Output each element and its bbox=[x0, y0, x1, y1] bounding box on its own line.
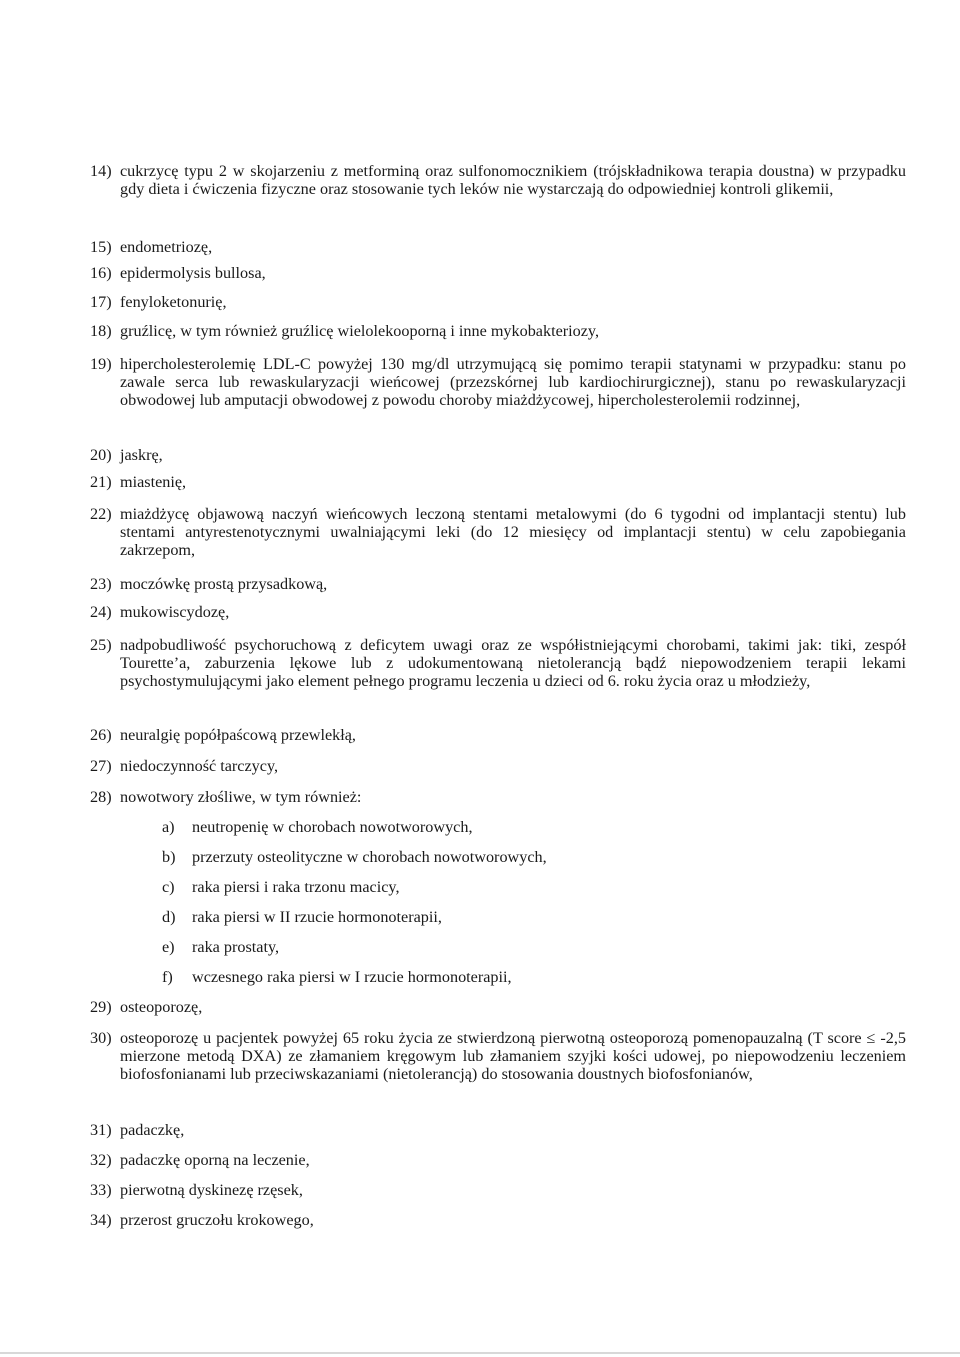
item-number: 15) bbox=[90, 238, 112, 256]
sub-item-text: raka prostaty, bbox=[192, 938, 280, 956]
sub-item-text: raka piersi w II rzucie hormonoterapii, bbox=[192, 908, 442, 926]
item-number: 34) bbox=[90, 1211, 112, 1229]
list-item-30 bbox=[90, 1029, 906, 1083]
list-item-17 bbox=[90, 293, 906, 311]
list-item-27 bbox=[90, 757, 906, 775]
item-text: osteoporozę u pacjentek powyżej 65 roku życia ze stwierdzoną pierwotną osteoporozą pomenopauzalną (T score ≤ -2,5 mierzone metodą DXA) ze złamaniem kręgowym lub złamaniem szyjki kości udowej, po niepowodzeniu leczeniem biofosfonianami lub przeciwskazaniami (nietolerancją) do stosowania doustnych biofosfonianów, bbox=[120, 1029, 906, 1083]
list-item-23 bbox=[90, 575, 906, 593]
item-text: fenyloketonurię, bbox=[120, 293, 227, 311]
item-text: moczówkę prostą przysadkową, bbox=[120, 575, 328, 593]
list-item-15 bbox=[90, 238, 906, 256]
item-text: endometriozę, bbox=[120, 238, 213, 256]
list-item-16 bbox=[90, 264, 906, 282]
list-item-33 bbox=[90, 1181, 906, 1199]
sub-item-f bbox=[162, 968, 512, 986]
sub-item-text: wczesnego raka piersi w I rzucie hormonoterapii, bbox=[192, 968, 512, 986]
list-item-26 bbox=[90, 726, 906, 744]
item-text: hipercholesterolemię LDL-C powyżej 130 mg/dl utrzymującą się pomimo terapii statynami w przypadku: stanu po zawale serca lub rewaskularyzacji wieńcowej (przezskórnej lub kardiochirurgicznej), stanu po rewaskularyzacji obwodowej lub amputacji obwodowej z powodu choroby miażdżycowej, hipercholesterolemii rodzinnej, bbox=[120, 355, 906, 409]
list-item-20 bbox=[90, 446, 906, 464]
list-item-22 bbox=[90, 505, 906, 559]
item-text: nadpobudliwość psychoruchową z deficytem uwagi oraz ze współistniejącymi chorobami, takimi jak: tiki, zespół Tourette’a, zaburzenia lękowe lub z udokumentowaną nietolerancją bądź niepowodzeniem terapii lekami psychostymulującymi jako element pełnego programu leczenia u dzieci od 6. roku życia oraz u młodzieży, bbox=[120, 636, 906, 690]
item-text: niedoczynność tarczycy, bbox=[120, 757, 279, 775]
item-number: 17) bbox=[90, 293, 112, 311]
list-item-32 bbox=[90, 1151, 906, 1169]
item-number: 29) bbox=[90, 998, 112, 1016]
item-number: 24) bbox=[90, 603, 112, 621]
sub-item-letter: a) bbox=[162, 818, 175, 836]
item-number: 19) bbox=[90, 355, 112, 373]
item-text: nowotwory złośliwe, w tym również: bbox=[120, 788, 362, 806]
item-number: 20) bbox=[90, 446, 112, 464]
sub-item-letter: f) bbox=[162, 968, 173, 986]
sub-item-letter: c) bbox=[162, 878, 175, 896]
item-text: osteoporozę, bbox=[120, 998, 203, 1016]
list-item-18 bbox=[90, 322, 906, 340]
sub-item-letter: b) bbox=[162, 848, 176, 866]
item-number: 26) bbox=[90, 726, 112, 744]
item-text: jaskrę, bbox=[120, 446, 163, 464]
list-item-19 bbox=[90, 355, 906, 409]
list-item-34 bbox=[90, 1211, 906, 1229]
list-item-29 bbox=[90, 998, 906, 1016]
item-text: miastenię, bbox=[120, 473, 187, 491]
item-text: epidermolysis bullosa, bbox=[120, 264, 266, 282]
sub-item-text: raka piersi i raka trzonu macicy, bbox=[192, 878, 400, 896]
item-number: 27) bbox=[90, 757, 112, 775]
item-text: neuralgię popółpaścową przewlekłą, bbox=[120, 726, 356, 744]
list-item-25 bbox=[90, 636, 906, 690]
item-number: 21) bbox=[90, 473, 112, 491]
item-number: 28) bbox=[90, 788, 112, 806]
sub-item-text: przerzuty osteolityczne w chorobach nowotworowych, bbox=[192, 848, 547, 866]
sub-item-b bbox=[162, 848, 547, 866]
scan-edge-divider bbox=[0, 1352, 960, 1354]
sub-item-e bbox=[162, 938, 279, 956]
sub-item-text: neutropenię w chorobach nowotworowych, bbox=[192, 818, 473, 836]
sub-item-c bbox=[162, 878, 400, 896]
list-item-28 bbox=[90, 788, 906, 806]
item-text: mukowiscydozę, bbox=[120, 603, 230, 621]
sub-item-letter: e) bbox=[162, 938, 175, 956]
item-text: gruźlicę, w tym również gruźlicę wielolekooporną i inne mykobakteriozy, bbox=[120, 322, 600, 340]
item-number: 30) bbox=[90, 1029, 112, 1047]
item-number: 16) bbox=[90, 264, 112, 282]
list-item-14 bbox=[90, 162, 906, 198]
item-number: 23) bbox=[90, 575, 112, 593]
item-number: 31) bbox=[90, 1121, 112, 1139]
list-item-31 bbox=[90, 1121, 906, 1139]
item-number: 22) bbox=[90, 505, 112, 523]
sub-item-d bbox=[162, 908, 442, 926]
item-number: 14) bbox=[90, 162, 112, 180]
list-item-21 bbox=[90, 473, 906, 491]
item-text: miażdżycę objawową naczyń wieńcowych leczoną stentami metalowymi (do 6 tygodni od implantacji stentu) lub stentami antyrestenotycznymi uwalniającymi leki (do 12 miesięcy od implantacji stentu) w celu zapobiegania zakrzepom, bbox=[120, 505, 906, 559]
item-number: 32) bbox=[90, 1151, 112, 1169]
item-number: 25) bbox=[90, 636, 112, 654]
item-number: 18) bbox=[90, 322, 112, 340]
sub-item-a bbox=[162, 818, 473, 836]
item-text: padaczkę oporną na leczenie, bbox=[120, 1151, 310, 1169]
item-text: pierwotną dyskinezę rzęsek, bbox=[120, 1181, 303, 1199]
item-text: przerost gruczołu krokowego, bbox=[120, 1211, 314, 1229]
item-text: cukrzycę typu 2 w skojarzeniu z metforminą oraz sulfonomocznikiem (trójskładnikowa terapia doustna) w przypadku gdy dieta i ćwiczenia fizyczne oraz stosowanie tych leków nie wystarczają do odpowiedniej kontroli glikemii, bbox=[120, 162, 906, 198]
item-text: padaczkę, bbox=[120, 1121, 185, 1139]
sub-item-letter: d) bbox=[162, 908, 176, 926]
list-item-24 bbox=[90, 603, 906, 621]
item-number: 33) bbox=[90, 1181, 112, 1199]
